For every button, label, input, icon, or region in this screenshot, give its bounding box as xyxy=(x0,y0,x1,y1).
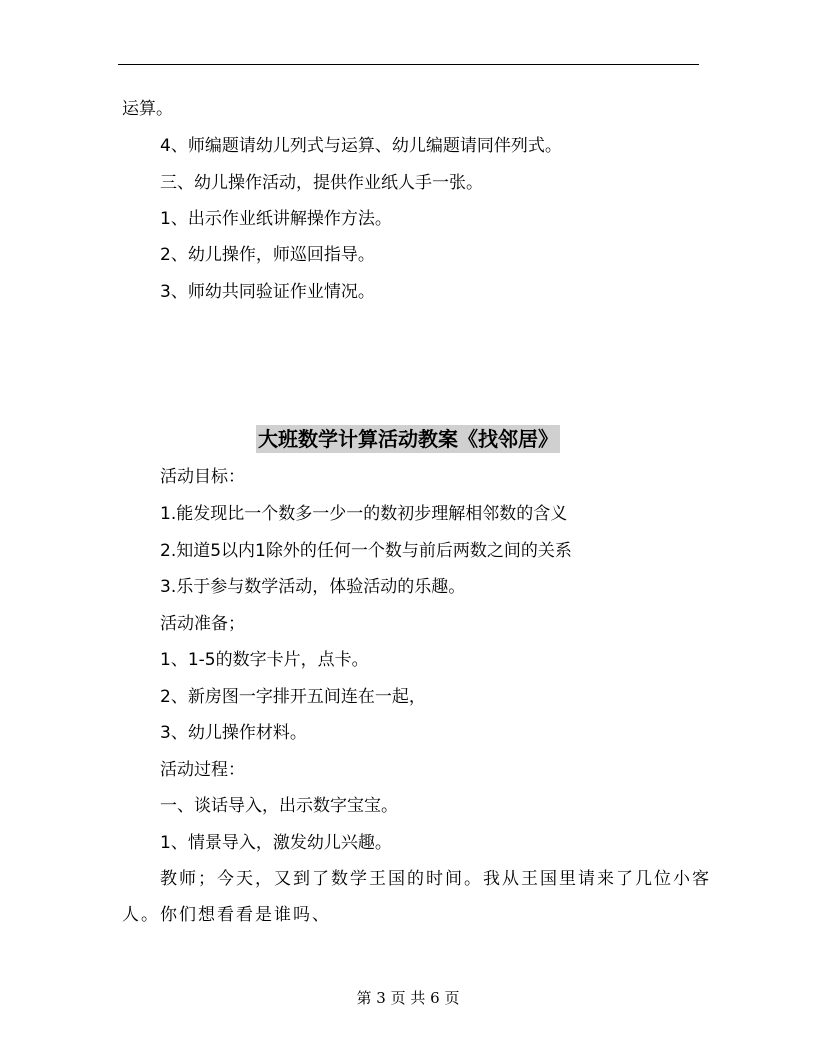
text-line: 2、幼儿操作，师巡回指导。 xyxy=(160,245,375,265)
header-rule xyxy=(118,64,699,65)
text-line: 1、情景导入，激发幼儿兴趣。 xyxy=(160,833,392,853)
text-line: 活动过程： xyxy=(160,760,245,780)
text-line: 2、新房图一字排开五间连在一起， xyxy=(160,687,426,707)
text-line: 3、师幼共同验证作业情况。 xyxy=(160,282,375,302)
text-line: 活动准备； xyxy=(160,614,245,634)
section-title: 大班数学计算活动教案《找邻居》 xyxy=(258,427,558,451)
text-line: 1.能发现比一个数多一少一的数初步理解相邻数的含义 xyxy=(160,504,568,524)
text-line: 4、师编题请幼儿列式与运算、幼儿编题请同伴列式。 xyxy=(160,136,562,156)
text-line: 三、幼儿操作活动，提供作业纸人手一张。 xyxy=(160,173,483,193)
text-line: 活动目标： xyxy=(160,467,245,487)
text-line: 人。你们想看看是谁吗、 xyxy=(122,905,331,925)
text-line: 3.乐于参与数学活动，体验活动的乐趣。 xyxy=(160,577,466,597)
text-line: 3、幼儿操作材料。 xyxy=(160,723,307,743)
page-number-footer: 第 3 页 共 6 页 xyxy=(356,989,460,1007)
text-line: 一、谈话导入，出示数字宝宝。 xyxy=(160,796,398,816)
text-line: 教师；今天，又到了数学王国的时间。我从王国里请来了几位小客 xyxy=(160,869,711,889)
text-line: 2.知道5以内1除外的任何一个数与前后两数之间的关系 xyxy=(160,541,572,561)
section-title-wrap xyxy=(0,425,816,453)
text-line: 1、1-5的数字卡片，点卡。 xyxy=(160,650,369,670)
text-line: 运算。 xyxy=(122,99,173,119)
text-line: 1、出示作业纸讲解操作方法。 xyxy=(160,209,392,229)
